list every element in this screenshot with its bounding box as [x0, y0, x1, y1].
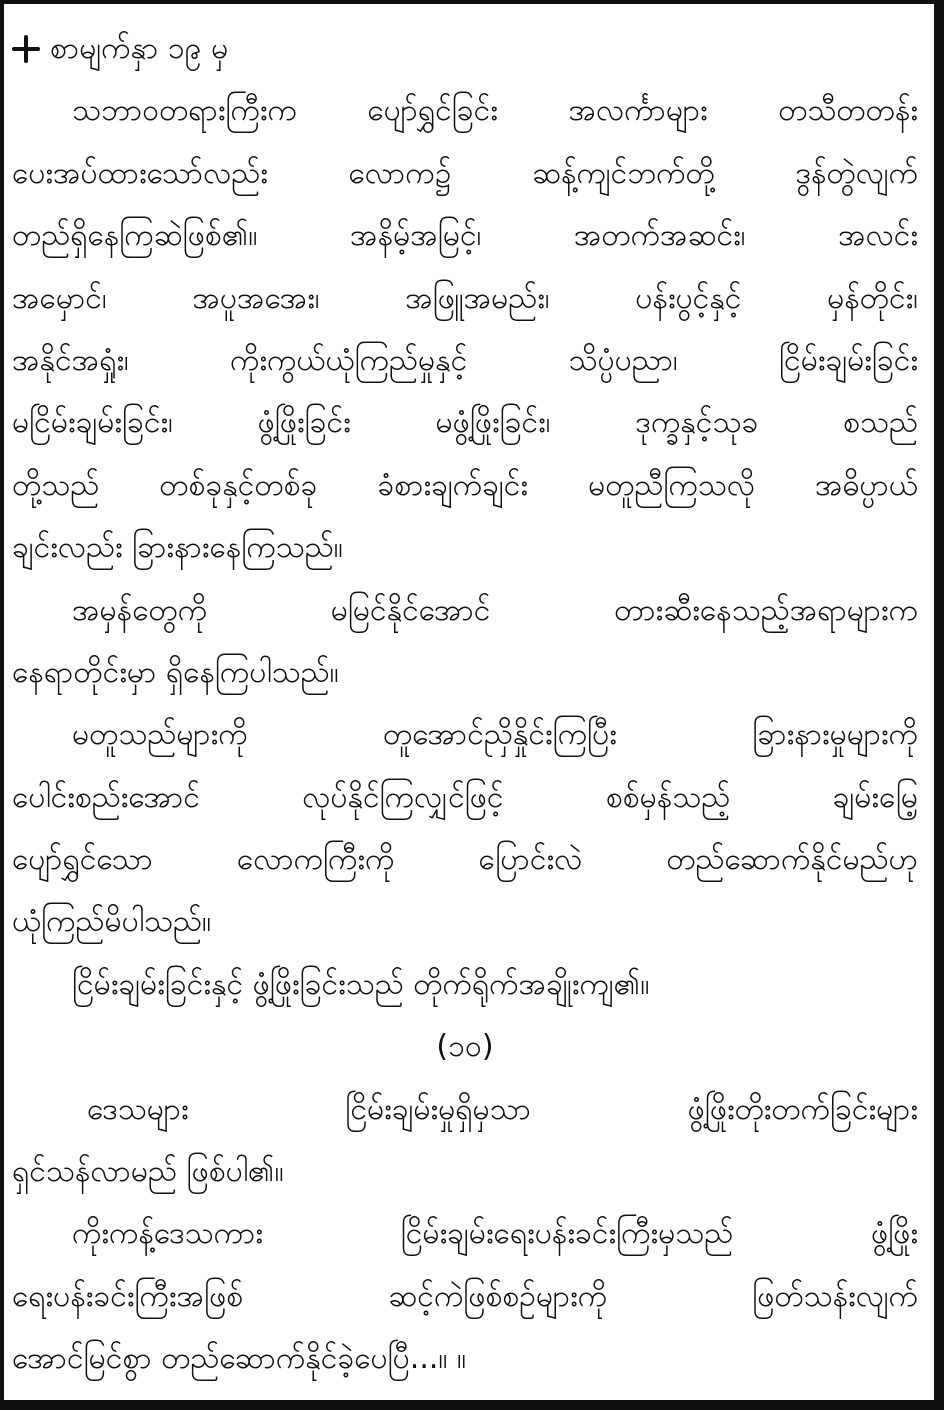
article-body	[12, 18, 918, 1391]
paragraph-line: ပျော်ရွှင်သော လောကကြီးကို ပြောင်းလဲ တည်ဆောက်နိုင်မည်ဟု	[12, 842, 918, 878]
paragraph-6	[12, 1203, 918, 1390]
page-border-left	[0, 0, 4, 1410]
paragraph-line: ကိုးကန့်ဒေသကား ငြိမ်းချမ်းရေးပန်းခင်းကြီးမှသည် ဖွံ့ဖြိုး	[72, 1216, 918, 1252]
paragraph-line: မငြိမ်းချမ်းခြင်း၊ ဖွံ့ဖြိုးခြင်း မဖွံ့ဖြိုးခြင်း၊ ဒုက္ခနှင့်သုခ စသည်	[12, 405, 918, 441]
page-border-bottom	[0, 1400, 944, 1410]
section-number: (၁၀)	[436, 1029, 494, 1065]
paragraph-line: ရှင်သန်လာမည် ဖြစ်ပါ၏။	[12, 1154, 284, 1190]
paragraph-line: အမှန်တွေကို မမြင်နိုင်အောင် တားဆီးနေသည့်အရာများက	[72, 592, 918, 628]
paragraph-3	[12, 704, 918, 954]
paragraph-4	[12, 954, 918, 1016]
continuation-reference	[12, 18, 918, 80]
paragraph-line: ရေးပန်းခင်းကြီးအဖြစ် ဆင့်ကဲဖြစ်စဉ်များကို ဖြတ်သန်းလျက်	[12, 1278, 918, 1314]
page-border-right	[934, 0, 944, 1410]
paragraph-line: ယုံကြည်မိပါသည်။	[12, 904, 212, 940]
paragraph-line: ငြိမ်းချမ်းခြင်းနှင့် ဖွံ့ဖြိုးခြင်းသည် တိုက်ရိုက်အချိုးကျ၏။	[72, 966, 650, 1002]
paragraph-line: တို့သည် တစ်ခုနှင့်တစ်ခု ခံစားချက်ချင်း မတူညီကြသလို အဓိပ္ပာယ်	[12, 467, 918, 503]
paragraph-line: အနိုင်အရှုံး၊ ကိုးကွယ်ယုံကြည်မှုနှင့် သိပ္ပံပညာ၊ ငြိမ်းချမ်းခြင်း	[12, 342, 918, 378]
paragraph-5	[12, 1079, 918, 1204]
paragraph-line: ပေါင်းစည်းအောင် လုပ်နိုင်ကြလျှင်ဖြင့် စစ်မှန်သည့် ချမ်းမြေ့	[12, 779, 918, 815]
paragraph-1	[12, 80, 918, 579]
paragraph-line: နေရာတိုင်းမှာ ရှိနေကြပါသည်။	[12, 654, 339, 690]
paragraph-line: သဘာဝတရားကြီးက ပျော်ရွှင်ခြင်း အလင်္ကာများ တသီတတန်း	[72, 93, 918, 129]
paragraph-line: ပေးအပ်ထားသော်လည်း လောက၌ ဆန့်ကျင်ဘက်တို့ ဒွန်တွဲလျက်	[12, 155, 918, 191]
continuation-text: စာမျက်နှာ ၁၉ မှ	[50, 31, 229, 66]
paragraph-line: အောင်မြင်စွာ တည်ဆောက်နိုင်ခဲ့ပေပြီ...။ ။	[12, 1341, 467, 1377]
cross-icon	[12, 35, 40, 63]
paragraph-line: တည်ရှိနေကြဆဲဖြစ်၏။ အနိမ့်အမြင့်၊ အတက်အဆင်း၊ အလင်း	[12, 218, 918, 254]
paragraph-line: ချင်းလည်း ခြားနားနေကြသည်။	[12, 530, 343, 566]
paragraph-2	[12, 580, 918, 705]
paragraph-line: မတူသည်များကို တူအောင်ညှိနှိုင်းကြပြီး ခြားနားမှုများကို	[72, 717, 918, 753]
page-border-top	[0, 0, 944, 4]
paragraph-line: အမှောင်၊ အပူအအေး၊ အဖြူအမည်း၊ ပန်းပွင့်နှင့် မှန်တိုင်း၊	[12, 280, 918, 316]
paragraph-line: ဒေသများ ငြိမ်းချမ်းမှုရှိမှသာ ဖွံ့ဖြိုးတိုးတက်ခြင်းများ	[87, 1091, 918, 1127]
